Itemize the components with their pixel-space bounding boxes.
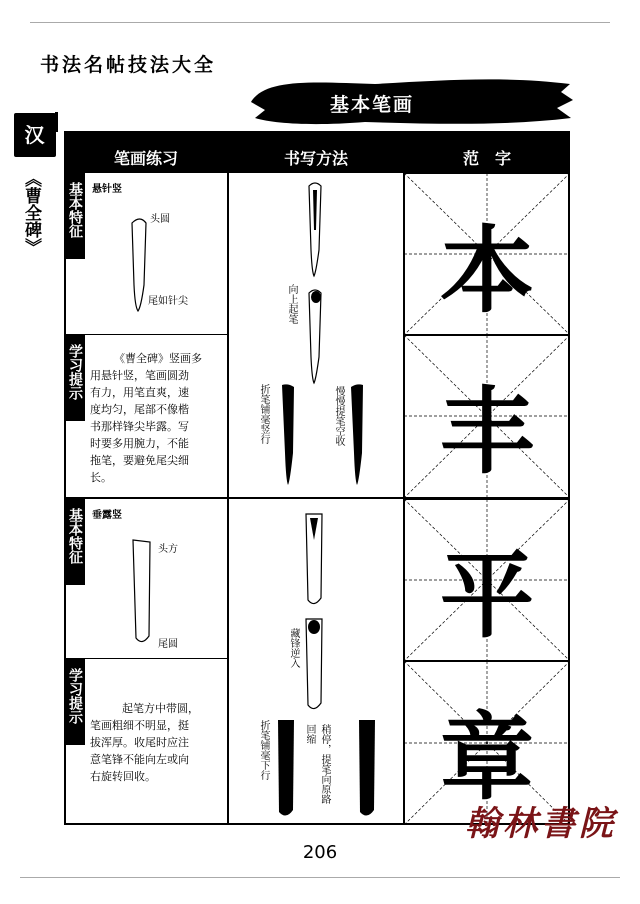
example-char-zhang: 章 [439, 703, 534, 813]
method-pause-return: 稍停，提笔向原路回缩 [304, 724, 330, 804]
col-header-example: 范 字 [462, 149, 511, 168]
example-char-feng: 丰 [439, 377, 534, 487]
stroke-name-chuilu: 垂露竖 [92, 510, 122, 521]
method-stroke-1b [305, 287, 325, 387]
method-hide-tip: 藏锋逆入 [288, 628, 299, 668]
example-char-ben: 本 [439, 216, 534, 326]
top-rule [30, 22, 610, 23]
method-fold-down: 折笔铺毫竖行 [258, 384, 269, 444]
dynasty-label: 汉 [24, 123, 45, 147]
watermark-logo: 翰林書院 [465, 804, 617, 844]
section-title: 基本笔画 [330, 94, 415, 116]
method-stroke-1c [280, 383, 296, 487]
bottom-rule [20, 877, 620, 878]
divider-v1 [227, 173, 229, 825]
method-stroke-1a [305, 180, 325, 280]
tip-text-2: 起笔方中带圆， 笔画粗细不明显，挺 拔浑厚。收尾时应注 意笔锋不能向左或向 右旋转回收。 [90, 702, 199, 783]
annot-tail-needle: 尾如针尖 [148, 296, 188, 307]
col-header-method: 书写方法 [283, 149, 348, 168]
method-stroke-2c [277, 718, 295, 820]
annot-tail-round: 尾圆 [158, 639, 178, 650]
stroke-name-xuanzhen: 悬针竖 [92, 184, 122, 195]
book-title: 书法名帖技法大全 [40, 54, 217, 76]
method-stroke-2d [358, 718, 376, 820]
row-label-tips-1: 学习提示 [67, 344, 83, 400]
row-label-features-1: 基本特征 [67, 182, 83, 238]
divider-h3 [64, 658, 228, 659]
method-stroke-2a [303, 510, 325, 610]
tip-text-1: 《曹全碑》竖画多 用悬针竖，笔画圆劲 有力，用笔直爽，速 度均匀，尾部不像楷 书那样锋尖毕露。写 时要多用腕力，不能 拖笔，要避免尾尖细 长。 [90, 352, 202, 484]
work-title: 《曹全碑》 [21, 170, 41, 255]
col-header-practice: 笔画练习 [113, 149, 178, 168]
annot-head-square: 头方 [158, 544, 178, 555]
divider-h1 [64, 334, 228, 335]
example-char-ping: 平 [439, 541, 534, 651]
row-label-tips-2: 学习提示 [67, 668, 83, 724]
annot-head-round: 头圆 [150, 214, 170, 225]
page-number: 206 [302, 842, 338, 863]
row-label-features-2: 基本特征 [67, 508, 83, 564]
method-stroke-1d [349, 383, 365, 487]
method-stroke-2b [303, 615, 325, 715]
method-fold-descend: 折笔铺毫下行 [258, 720, 269, 780]
stroke-outline-chuilu [130, 538, 156, 648]
method-lift-slowly: 慢慢提笔空收 [333, 386, 344, 446]
method-up-start: 向上起笔 [286, 284, 297, 324]
sidebar-line [55, 112, 58, 132]
